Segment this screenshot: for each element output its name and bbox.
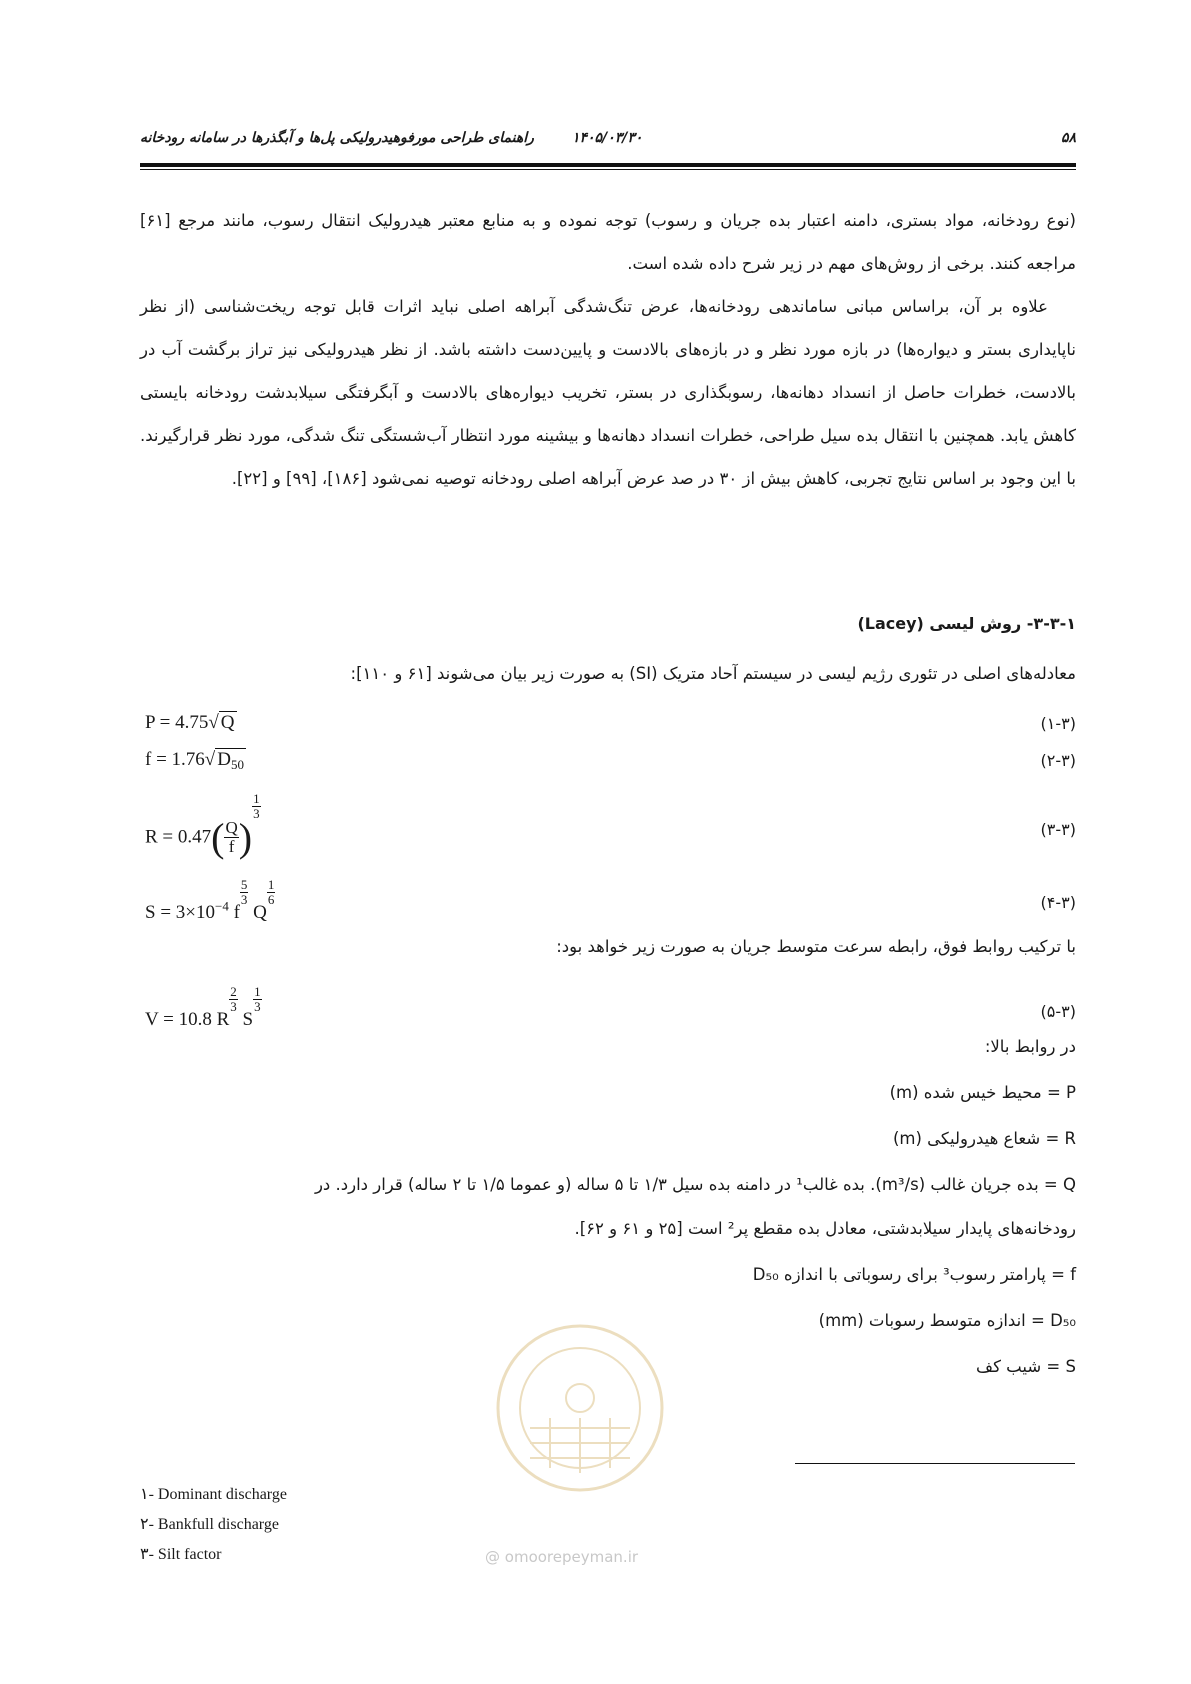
sqrt-sign: √ [208, 712, 219, 733]
page-header [140, 128, 1076, 160]
watermark-logo [490, 1318, 670, 1498]
header-date: ۱۴۰۵/۰۳/۳۰ [572, 130, 643, 146]
equation-2: f = 1.76√ $D_{50}$ [145, 749, 244, 772]
equation-2-number: (۲-۳) [1040, 751, 1076, 770]
equation-1-number: (۱-۳) [1040, 714, 1076, 733]
page-number: ۵۸ [1060, 130, 1076, 146]
header-rule [140, 163, 1076, 167]
footnote-1: ۱- Dominant discharge [140, 1486, 287, 1503]
footnote-3: ۳- Silt factor [140, 1546, 222, 1563]
equation-1: P = 4.75√ Q [145, 712, 235, 733]
header-rule-thin [140, 169, 1076, 170]
footnote-rule [795, 1463, 1075, 1464]
where-label: در روابط بالا: [984, 1037, 1076, 1056]
combine-text: با ترکیب روابط فوق، رابطه سرعت متوسط جریان به صورت زیر خواهد بود: [556, 937, 1076, 956]
section-heading: ۳-۳-۱- روش لیسی (Lacey) [857, 614, 1076, 633]
equation-5-number: (۵-۳) [1040, 1002, 1076, 1021]
definition-R: R = شعاع هیدرولیکی (m) [892, 1129, 1076, 1148]
footnote-2: ۲- Bankfull discharge [140, 1516, 279, 1533]
running-title [140, 130, 534, 146]
definition-f: f = پارامتر رسوب³ برای رسوباتی با اندازه D₅₀ [752, 1265, 1076, 1284]
watermark-text: @ omoorepeyman.ir [485, 1548, 639, 1566]
paragraph-2: علاوه بر آن، براساس مبانی ساماندهی رودخانه‌ها، عرض تنگ‌شدگی آبراهه اصلی نباید اثرات قابل توجه ریخت‌شناسی (از نظر ناپایداری بستر و دیواره‌ها) در بازه مورد نظر و در بازه‌های بالادست و پایین‌دست داشته باشد. از نظر هیدرولیکی نیز تراز برگشت آب در بالادست، خطرات حاصل از انسداد دهانه‌ها، رسوبگذاری در بستر، تخریب دیواره‌های بالادست و آبگرفتگی سیلابدشت رودخانه بایستی کاهش یابد. همچنین با انتقال بده سیل طراحی، خطرات انسداد دهانه‌ها و بیشینه مورد انتظار آب‌شستگی تنگ شدگی، مورد نظر قرارگیرند. با این وجود بر اساس نتایج تجربی، کاهش بیش از ۳۰ در صد عرض آبراهه اصلی رودخانه توصیه نمی‌شود [۱۸۶]، [۹۹] و [۲۲]. [140, 297, 1076, 488]
equation-5: V = 10.8 R $\frac{2}{3}$ S $\frac{1}{3}$ [145, 984, 261, 1030]
equation-4-number: (۴-۳) [1040, 893, 1076, 912]
equation-3-number: (۳-۳) [1040, 820, 1076, 839]
paragraph-1: (نوع رودخانه، مواد بستری، دامنه اعتبار بده جریان و رسوب) توجه نموده و به منابع معتبر هیدرولیک انتقال رسوب، مانند مرجع [۶۱] مراجعه کنند. برخی از روش‌های مهم در زیر شرح داده شده است. [140, 211, 1076, 273]
section-intro: معادله‌های اصلی در تئوری رژیم لیسی در سیستم آحاد متریک (SI) به صورت زیر بیان می‌شوند [۶۱ و ۱۱۰]: [350, 664, 1076, 683]
definition-S: S = شیب کف [976, 1357, 1076, 1376]
definition-Q-line1: Q = بده جریان غالب (m³/s). بده غالب¹ در دامنه بده سیل ۱/۳ تا ۵ ساله (و عموما ۱/۵ تا ۲ ساله) قرار دارد. در [314, 1175, 1076, 1194]
definition-P: P = محیط خیس شده (m) [889, 1083, 1076, 1102]
book-title: راهنمای طراحی مورفوهیدرولیکی پل‌ها و آبگذرها در سامانه رودخانه [140, 130, 534, 146]
equation-4: $S = 3\times 10^{-4}$ f $\frac{5}{3}$ Q $\frac{1}{6}$ [145, 877, 275, 923]
equation-3: R = 0.47( $\frac{Q}{f}$ ) $\frac{1}{3}$ [145, 791, 260, 861]
definition-Q-line2: رودخانه‌های پایدار سیلابدشتی، معادل بده مقطع پر² است [۲۵ و ۶۱ و ۶۲]. [574, 1219, 1076, 1238]
sqrt-sign: √ [204, 749, 216, 770]
definition-D50: D₅₀ = اندازه متوسط رسوبات (mm) [818, 1311, 1076, 1330]
